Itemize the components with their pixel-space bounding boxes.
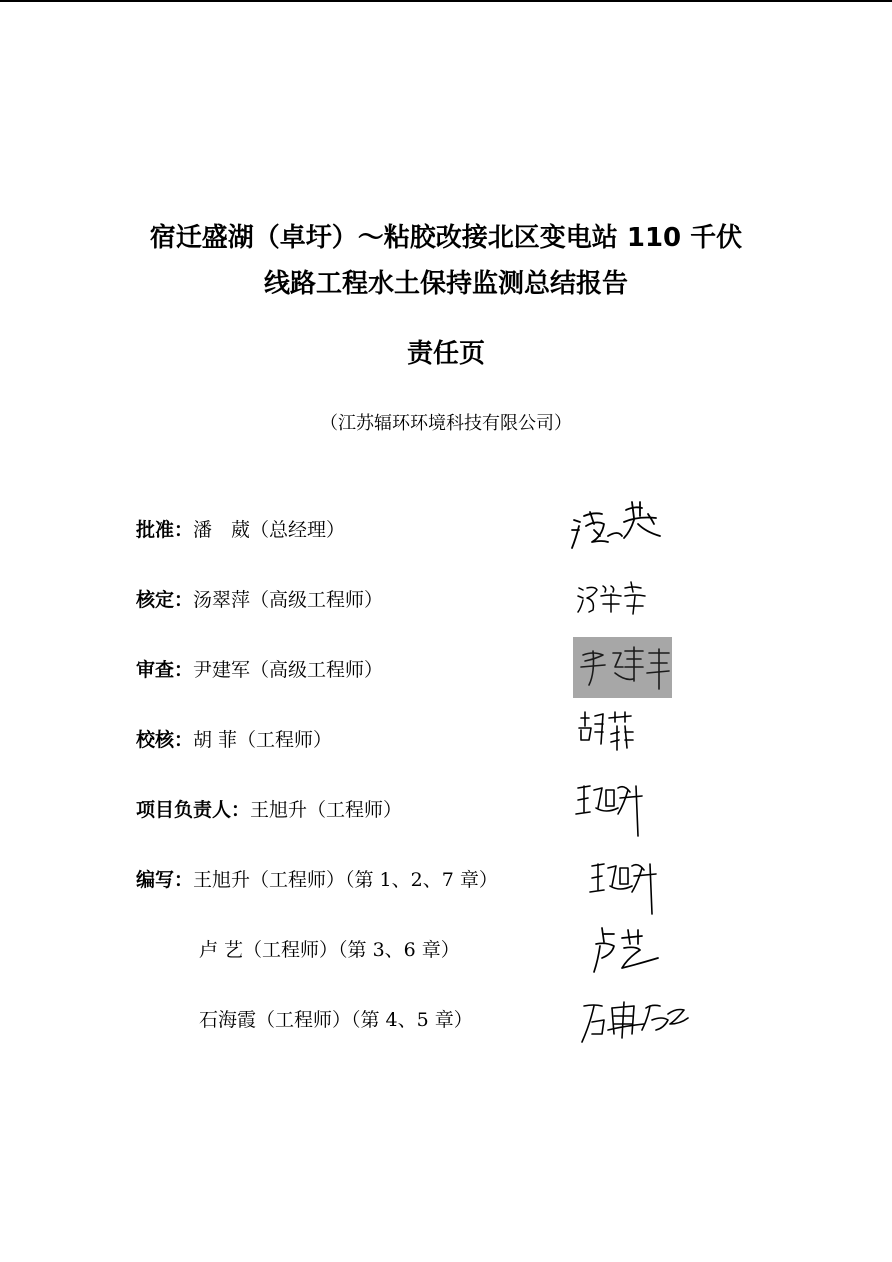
role-person: 胡 菲（工程师） [193,729,333,751]
role-person: 石海霞（工程师）（第 4、5 章） [199,1009,473,1031]
role-person: 卢 艺（工程师）（第 3、6 章） [199,939,460,961]
signature-wang-xusheng-1 [574,778,646,840]
report-title-line-1: 宿迁盛湖（卓圩）～粘胶改接北区变电站 110 千伏 [149,223,743,253]
role-label: 核定： [136,589,194,611]
page-subtitle: 责任页 [406,339,485,369]
signature-shi-haixia [580,994,692,1046]
role-row-approve [136,515,345,545]
role-label: 批准： [136,519,194,541]
role-row-author-1 [136,865,498,895]
signature-wang-xusheng-2 [588,856,660,918]
role-person: 王旭升（工程师） [250,799,403,821]
signature-yin-jianjun [573,637,672,698]
company-name: （江苏辐环环境科技有限公司） [320,413,572,434]
role-person: 潘 葳（总经理） [193,519,346,541]
role-person: 尹建军（高级工程师） [193,659,384,681]
signature-lu-yi [592,924,664,976]
role-label: 校核： [136,729,194,751]
signature-tang-cuiping [575,578,651,618]
role-row-project-lead [136,795,402,825]
role-row-author-2 [199,935,460,965]
role-row-verify [136,585,383,615]
role-row-review [136,655,383,685]
role-label: 审查： [136,659,194,681]
role-label: 编写： [136,869,194,891]
role-person: 汤翠萍（高级工程师） [193,589,384,611]
role-label: 项目负责人： [136,799,251,821]
role-row-author-3 [199,1005,473,1035]
signature-hu-fei [575,708,637,756]
role-person: 王旭升（工程师）（第 1、2、7 章） [193,869,498,891]
top-border-rule [0,0,892,2]
signature-pan-wei [568,496,664,552]
role-row-proofread [136,725,332,755]
report-title-line-2: 线路工程水土保持监测总结报告 [263,269,628,299]
